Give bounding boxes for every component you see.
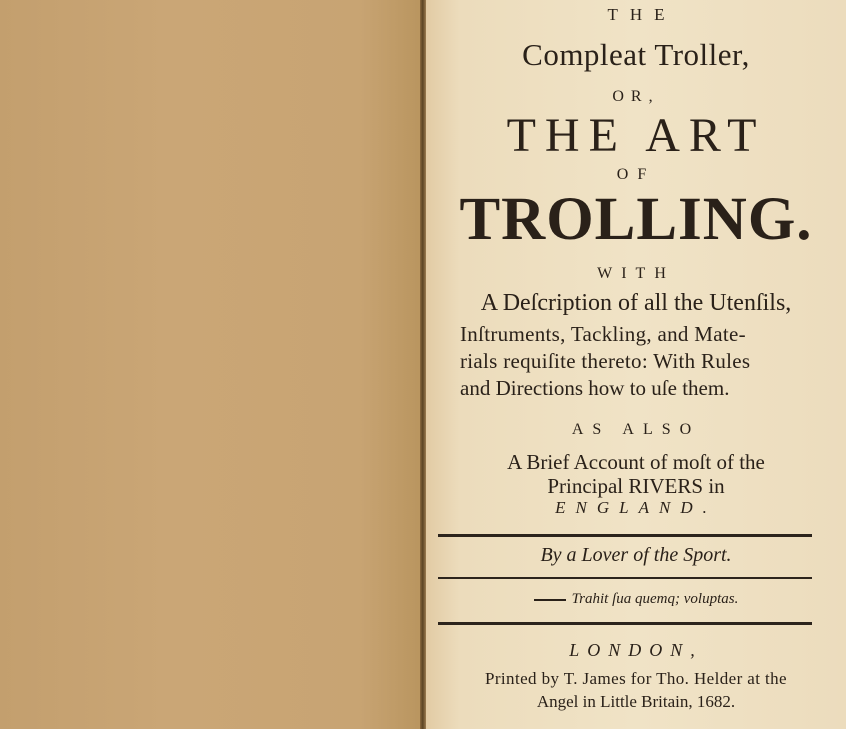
imprint-line: Angel in Little Britain, 1682. — [536, 692, 736, 711]
the-heading: THE — [607, 5, 677, 24]
or-connector: OR, — [612, 88, 660, 105]
england-line: ENGLAND. — [555, 498, 717, 517]
brief-account-line: Principal RIVERS in — [547, 474, 725, 498]
description-line: and Directions how to uſe them. — [460, 376, 730, 400]
description-line: A Deſcription of all the Utenſils, — [480, 290, 792, 316]
title-page — [426, 0, 846, 729]
description-line: Inſtruments, Tackling, and Mate- — [460, 322, 746, 346]
as-also-heading: AS ALSO — [571, 421, 701, 438]
divider-rule — [438, 622, 812, 625]
author-line: By a Lover of the Sport. — [540, 544, 732, 566]
blank-left-page — [0, 0, 422, 729]
of-connector: OF — [616, 166, 656, 183]
trolling-heading: TROLLING. — [459, 186, 813, 253]
description-line: rials requiſite thereto: With Rules — [460, 349, 751, 373]
place-of-publication: LONDON, — [569, 640, 703, 660]
motto-text: Trahit ſua quemq; voluptas. — [571, 591, 739, 607]
divider-rule — [438, 534, 812, 537]
main-title: Compleat Troller, — [522, 37, 750, 72]
divider-rule — [438, 577, 812, 579]
the-art-heading: THE ART — [506, 109, 766, 162]
with-connector: WITH — [597, 265, 675, 282]
motto-dash — [534, 599, 566, 601]
imprint-line: Printed by T. James for Tho. Helder at the — [485, 669, 787, 688]
brief-account-line: A Brief Account of moſt of the — [507, 450, 765, 474]
motto-line — [426, 591, 846, 608]
